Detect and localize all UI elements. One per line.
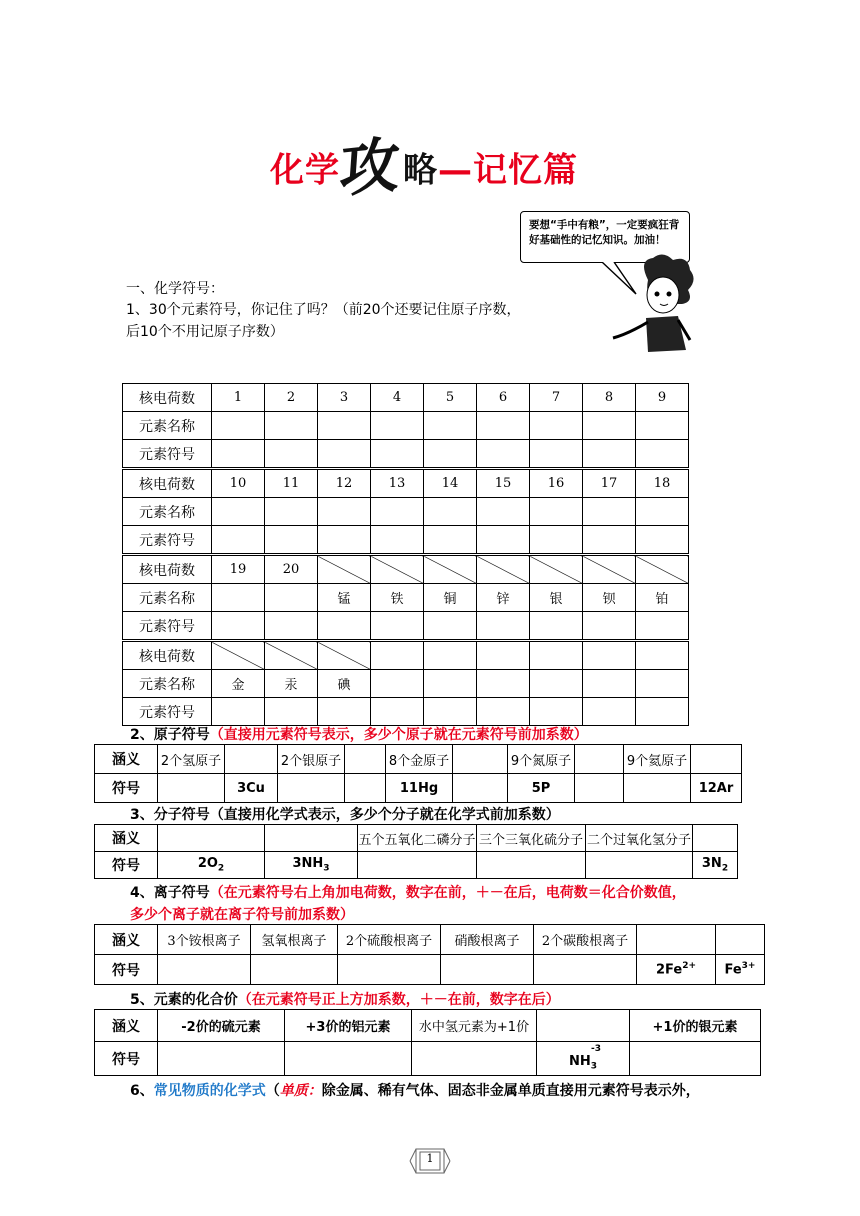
- element-cell: 7: [530, 384, 583, 412]
- s3-meaning-3: 五个五氧化二磷分子: [358, 825, 477, 852]
- s4-symbol-4: [441, 955, 534, 985]
- element-cell: [530, 526, 583, 555]
- element-cell: [477, 412, 530, 440]
- title-gong-logo: 攻: [337, 129, 403, 207]
- element-cell: 15: [477, 469, 530, 498]
- row-label-symbol: 元素符号: [123, 440, 212, 469]
- element-cell: [530, 440, 583, 469]
- element-cell: [424, 555, 477, 584]
- element-cell: 6: [477, 384, 530, 412]
- s2-r2-cell: 11Hg: [386, 774, 453, 803]
- element-cell: 18: [636, 469, 689, 498]
- element-cell: 4: [371, 384, 424, 412]
- s2-r1-cell: 2个氢原子: [158, 745, 225, 774]
- s5-meaning-5: +1价的银元素: [630, 1010, 761, 1042]
- row-label-charge: 核电荷数: [123, 641, 212, 670]
- element-cell: [212, 440, 265, 469]
- element-cell: [265, 698, 318, 726]
- row-label-charge: 核电荷数: [123, 384, 212, 412]
- element-cell: [371, 555, 424, 584]
- element-cell: [583, 526, 636, 555]
- element-cell: 20: [265, 555, 318, 584]
- section5-heading: 5、元素的化合价（在元素符号正上方加系数，＋－在前，数字在后）: [130, 992, 560, 1008]
- element-cell: 3: [318, 384, 371, 412]
- label-symbol: 符号: [95, 852, 158, 879]
- element-cell: [636, 698, 689, 726]
- s2-r2-cell: [278, 774, 345, 803]
- element-cell: [318, 498, 371, 526]
- element-cell: 锌: [477, 584, 530, 612]
- element-cell: 9: [636, 384, 689, 412]
- s5-symbol-2: [285, 1042, 412, 1076]
- element-cell: [477, 670, 530, 698]
- element-cell: [583, 698, 636, 726]
- element-cell: [371, 612, 424, 641]
- element-cell: [636, 555, 689, 584]
- element-cell: [371, 670, 424, 698]
- element-cell: [477, 641, 530, 670]
- s2-r1-cell: [691, 745, 742, 774]
- valence-table: [94, 1009, 761, 1076]
- s3-symbol-2: $3NH_3$: [265, 852, 358, 879]
- element-cell: [265, 412, 318, 440]
- element-cell: [371, 412, 424, 440]
- s4-meaning-6: [637, 925, 716, 955]
- element-cell: 10: [212, 469, 265, 498]
- element-cell: 19: [212, 555, 265, 584]
- element-cell: [212, 698, 265, 726]
- title-part1: 化学: [270, 150, 340, 191]
- element-cell: [530, 641, 583, 670]
- s2-r1-cell: 8个金原子: [386, 745, 453, 774]
- element-cell: [424, 526, 477, 555]
- element-cell: [265, 498, 318, 526]
- element-cell: [424, 612, 477, 641]
- row-label: 符号: [95, 774, 158, 803]
- s3-meaning-2: [265, 825, 358, 852]
- element-cell: 14: [424, 469, 477, 498]
- element-cell: [583, 641, 636, 670]
- element-cell: [477, 698, 530, 726]
- section4-heading: 4、离子符号（在元素符号右上角加电荷数，数字在前，＋－在后，电荷数＝化合价数值，: [130, 885, 686, 901]
- element-cell: [265, 612, 318, 641]
- element-cell: [318, 412, 371, 440]
- element-cell: [636, 612, 689, 641]
- label-meaning: 涵义: [95, 1010, 158, 1042]
- element-cell: [583, 412, 636, 440]
- s3-symbol-6: $3N_2$: [693, 852, 738, 879]
- element-cell: 1: [212, 384, 265, 412]
- section1-heading: 一、化学符号：: [126, 281, 224, 297]
- element-cell: [318, 440, 371, 469]
- s2-r1-cell: 9个氮原子: [508, 745, 575, 774]
- s3-meaning-6: [693, 825, 738, 852]
- page-title: [270, 129, 578, 207]
- s2-r2-cell: 3Cu: [225, 774, 278, 803]
- s5-meaning-2: +3价的铝元素: [285, 1010, 412, 1042]
- element-cell: 金: [212, 670, 265, 698]
- s3-symbol-4: [477, 852, 586, 879]
- element-cell: [477, 498, 530, 526]
- element-cell: 17: [583, 469, 636, 498]
- element-cell: 碘: [318, 670, 371, 698]
- row-label-symbol: 元素符号: [123, 612, 212, 641]
- row-label-charge: 核电荷数: [123, 555, 212, 584]
- row-label-symbol: 元素符号: [123, 698, 212, 726]
- s2-r1-cell: 2个银原子: [278, 745, 345, 774]
- element-cell: [318, 641, 371, 670]
- element-cell: [265, 440, 318, 469]
- s4-meaning-4: 硝酸根离子: [441, 925, 534, 955]
- element-cell: [424, 412, 477, 440]
- element-cell: [583, 670, 636, 698]
- element-cell: [636, 498, 689, 526]
- s3-symbol-3: [358, 852, 477, 879]
- row-label-symbol: 元素符号: [123, 526, 212, 555]
- s4-symbol-2: [251, 955, 338, 985]
- element-cell: [265, 526, 318, 555]
- element-cell: [212, 498, 265, 526]
- s5-meaning-1: -2价的硫元素: [158, 1010, 285, 1042]
- element-cell: [318, 555, 371, 584]
- element-cell: [424, 498, 477, 526]
- element-cell: 铂: [636, 584, 689, 612]
- s3-meaning-4: 三个三氧化硫分子: [477, 825, 586, 852]
- row-label-name: 元素名称: [123, 670, 212, 698]
- element-cell: [636, 412, 689, 440]
- s2-r2-cell: [158, 774, 225, 803]
- s5-symbol-3: [412, 1042, 537, 1076]
- row-label-name: 元素名称: [123, 584, 212, 612]
- section2-heading: 2、原子符号（直接用元素符号表示，多少个原子就在元素符号前加系数）: [130, 727, 588, 743]
- molecule-symbol-table: [94, 824, 738, 879]
- s4-symbol-6: $2Fe^{2+}$: [637, 955, 716, 985]
- element-cell: [212, 612, 265, 641]
- element-cell: [636, 526, 689, 555]
- element-cell: [530, 555, 583, 584]
- s2-r1-cell: [225, 745, 278, 774]
- row-label-name: 元素名称: [123, 412, 212, 440]
- element-cell: 钡: [583, 584, 636, 612]
- s4-meaning-5: 2个碳酸根离子: [534, 925, 637, 955]
- element-cell: 12: [318, 469, 371, 498]
- element-cell: [477, 440, 530, 469]
- s4-symbol-5: [534, 955, 637, 985]
- element-cell: 铁: [371, 584, 424, 612]
- element-cell: 5: [424, 384, 477, 412]
- element-cell: [318, 612, 371, 641]
- element-cell: 2: [265, 384, 318, 412]
- s3-symbol-5: [586, 852, 693, 879]
- element-cell: [318, 698, 371, 726]
- element-cell: 13: [371, 469, 424, 498]
- element-cell: 锰: [318, 584, 371, 612]
- s2-r1-cell: 9个氦原子: [624, 745, 691, 774]
- row-label: 涵义: [95, 745, 158, 774]
- s5-symbol-1: [158, 1042, 285, 1076]
- page-number: 1: [426, 1152, 434, 1165]
- element-cell: [265, 584, 318, 612]
- element-cell: [212, 526, 265, 555]
- s4-symbol-1: [158, 955, 251, 985]
- element-cell: [424, 670, 477, 698]
- element-cell: [477, 526, 530, 555]
- element-cell: 11: [265, 469, 318, 498]
- element-cell: [212, 584, 265, 612]
- cartoon-girl-icon: [608, 250, 698, 375]
- row-label-name: 元素名称: [123, 498, 212, 526]
- section6-heading: 6、常见物质的化学式（单质：除金属、稀有气体、固态非金属单质直接用元素符号表示外，: [130, 1083, 700, 1099]
- element-cell: [371, 698, 424, 726]
- s2-r2-cell: [575, 774, 624, 803]
- title-part2: —记忆篇: [438, 150, 578, 191]
- element-cell: 铜: [424, 584, 477, 612]
- ion-symbol-table: [94, 924, 765, 985]
- element-cell: [583, 555, 636, 584]
- s2-r1-cell: [345, 745, 386, 774]
- s3-meaning-5: 二个过氧化氢分子: [586, 825, 693, 852]
- element-cell: [583, 612, 636, 641]
- s4-symbol-7: $Fe^{3+}$: [716, 955, 765, 985]
- s5-symbol-5: [630, 1042, 761, 1076]
- element-cell: [265, 641, 318, 670]
- element-cell: [477, 612, 530, 641]
- element-cell: 汞: [265, 670, 318, 698]
- speech-bubble: 要想“手中有粮”，一定要疯狂背好基础性的记忆知识。加油！: [520, 211, 690, 263]
- s5-meaning-3: 水中氢元素为+1价: [412, 1010, 537, 1042]
- section4-note2: 多少个离子就在离子符号前加系数）: [130, 907, 354, 923]
- element-cell: [636, 670, 689, 698]
- element-cell: [371, 526, 424, 555]
- s2-r1-cell: [453, 745, 508, 774]
- element-cell: [371, 641, 424, 670]
- s5-meaning-4: [537, 1010, 630, 1042]
- s4-meaning-3: 2个硫酸根离子: [338, 925, 441, 955]
- element-cell: [636, 641, 689, 670]
- element-cell: [424, 440, 477, 469]
- s5-symbol-4: -3 $NH_3$: [537, 1042, 630, 1076]
- s3-symbol-1: $2O_2$: [158, 852, 265, 879]
- element-table: [122, 383, 689, 726]
- element-cell: [530, 498, 583, 526]
- element-cell: [371, 498, 424, 526]
- label-symbol: 符号: [95, 1042, 158, 1076]
- element-cell: [530, 670, 583, 698]
- s4-meaning-2: 氢氧根离子: [251, 925, 338, 955]
- element-cell: [530, 698, 583, 726]
- label-meaning: 涵义: [95, 825, 158, 852]
- s4-symbol-3: [338, 955, 441, 985]
- s4-meaning-7: [716, 925, 765, 955]
- s2-r2-cell: [345, 774, 386, 803]
- s2-r1-cell: [575, 745, 624, 774]
- element-cell: [424, 641, 477, 670]
- element-cell: [212, 412, 265, 440]
- element-cell: [530, 612, 583, 641]
- element-cell: [371, 440, 424, 469]
- s3-meaning-1: [158, 825, 265, 852]
- element-cell: [636, 440, 689, 469]
- label-meaning: 涵义: [95, 925, 158, 955]
- s4-meaning-1: 3个铵根离子: [158, 925, 251, 955]
- element-cell: [318, 526, 371, 555]
- element-cell: [424, 698, 477, 726]
- element-cell: [530, 412, 583, 440]
- element-cell: [212, 641, 265, 670]
- atom-symbol-table: [94, 744, 742, 803]
- section3-heading: 3、分子符号（直接用化学式表示，多少个分子就在化学式前加系数）: [130, 807, 560, 823]
- row-label-charge: 核电荷数: [123, 469, 212, 498]
- s2-r2-cell: 12Ar: [691, 774, 742, 803]
- element-cell: 16: [530, 469, 583, 498]
- element-cell: [583, 440, 636, 469]
- element-cell: [583, 498, 636, 526]
- label-symbol: 符号: [95, 955, 158, 985]
- s2-r2-cell: 5P: [508, 774, 575, 803]
- element-cell: 银: [530, 584, 583, 612]
- question-1: 1、30个元素符号，你记住了吗？（前20个还要记住原子序数，后10个不用记原子序数）: [126, 302, 521, 340]
- element-cell: [477, 555, 530, 584]
- title-lue: 略: [403, 150, 438, 191]
- s2-r2-cell: [453, 774, 508, 803]
- element-cell: 8: [583, 384, 636, 412]
- s2-r2-cell: [624, 774, 691, 803]
